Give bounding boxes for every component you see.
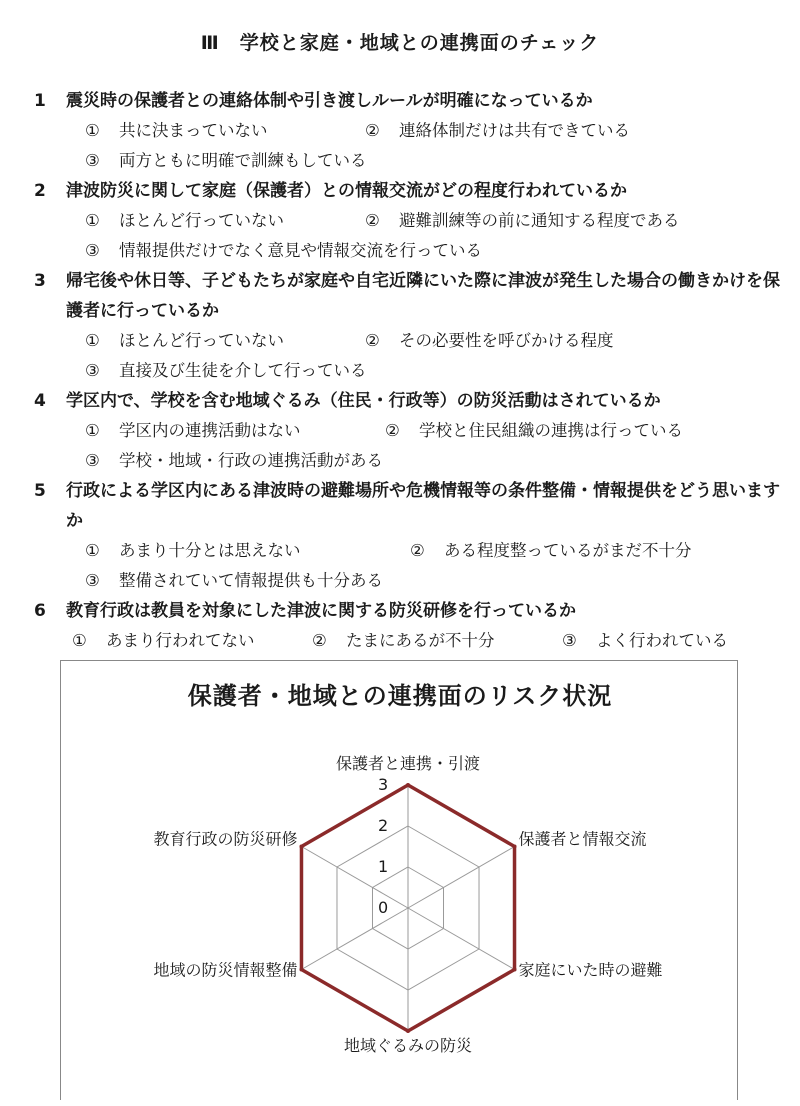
radar-tick-label: 3 xyxy=(378,775,389,794)
radar-tick-label: 0 xyxy=(378,898,389,917)
option-3: ③ よく行われている xyxy=(562,631,728,650)
question-number: 5 xyxy=(34,481,46,501)
option-2: ② ある程度整っているがまだ不十分 xyxy=(410,541,692,560)
question-text: 震災時の保護者との連絡体制や引き渡しルールが明確になっているか xyxy=(66,91,593,111)
question-number: 6 xyxy=(34,601,46,621)
radar-spoke-3 xyxy=(408,908,515,970)
chart-title: 保護者・地域との連携面のリスク状況 xyxy=(187,682,613,710)
radar-spoke-2 xyxy=(408,847,515,909)
radar-category-label-4: 地域ぐるみの防災 xyxy=(343,1036,473,1055)
radar-tick-label: 1 xyxy=(378,857,389,876)
option-3: ③ 学校・地域・行政の連携活動がある xyxy=(85,451,383,470)
question-number: 1 xyxy=(34,91,46,111)
option-3: ③ 直接及び生徒を介して行っている xyxy=(85,361,367,380)
option-2: ② たまにあるが不十分 xyxy=(312,631,495,650)
radar-point-2 xyxy=(513,845,517,849)
option-2: ② その必要性を呼びかける程度 xyxy=(365,331,614,350)
option-1: ① ほとんど行っていない xyxy=(85,211,284,230)
page-title: Ⅲ 学校と家庭・地域との連携面のチェック xyxy=(200,32,600,54)
question-text: 学区内で、学校を含む地域ぐるみ（住民・行政等）の防災活動はされているか xyxy=(66,391,661,411)
option-1: ① あまり十分とは思えない xyxy=(85,541,301,560)
option-1: ① あまり行われてない xyxy=(72,631,255,650)
option-1: ① ほとんど行っていない xyxy=(85,331,284,350)
radar-spoke-6 xyxy=(301,847,408,909)
option-1: ① 学区内の連携活動はない xyxy=(85,421,301,440)
option-2: ② 避難訓練等の前に通知する程度である xyxy=(365,211,680,230)
option-2: ② 学校と住民組織の連携は行っている xyxy=(385,421,683,440)
radar-category-label-5: 地域の防災情報整備 xyxy=(153,960,298,980)
radar-category-label-1: 保護者と連携・引渡 xyxy=(335,754,481,773)
option-1: ① 共に決まっていない xyxy=(85,121,268,140)
radar-point-4 xyxy=(406,1029,410,1033)
question-text: 津波防災に関して家庭（保護者）との情報交流がどの程度行われているか xyxy=(66,181,627,201)
option-3: ③ 両方ともに明確で訓練もしている xyxy=(85,151,367,170)
question-number: 4 xyxy=(34,391,46,411)
radar-category-label-3: 家庭にいた時の避難 xyxy=(518,960,663,980)
option-3: ③ 整備されていて情報提供も十分ある xyxy=(85,571,383,590)
question-number: 2 xyxy=(34,181,46,201)
question-text: 教育行政は教員を対象にした津波に関する防災研修を行っているか xyxy=(66,601,576,621)
radar-point-6 xyxy=(299,845,303,849)
radar-point-1 xyxy=(406,783,410,787)
radar-point-3 xyxy=(513,968,517,972)
radar-grid xyxy=(301,785,514,1031)
option-2: ② 連絡体制だけは共有できている xyxy=(365,121,630,140)
question-text: 帰宅後や休日等、子どもたちが家庭や自宅近隣にいた際に津波が発生した場合の働きかけを保護者に行っているか xyxy=(66,271,780,321)
option-3: ③ 情報提供だけでなく意見や情報交流を行っている xyxy=(85,241,482,260)
radar-category-label-6: 教育行政の防災研修 xyxy=(153,829,298,849)
question-number: 3 xyxy=(34,271,46,291)
radar-point-5 xyxy=(299,968,303,972)
radar-spoke-5 xyxy=(301,908,408,970)
radar-tick-label: 2 xyxy=(378,816,389,835)
radar-category-label-2: 保護者と情報交流 xyxy=(518,829,647,849)
question-text: 行政による学区内にある津波時の避難場所や危機情報等の条件整備・情報提供をどう思いますか xyxy=(66,481,780,531)
